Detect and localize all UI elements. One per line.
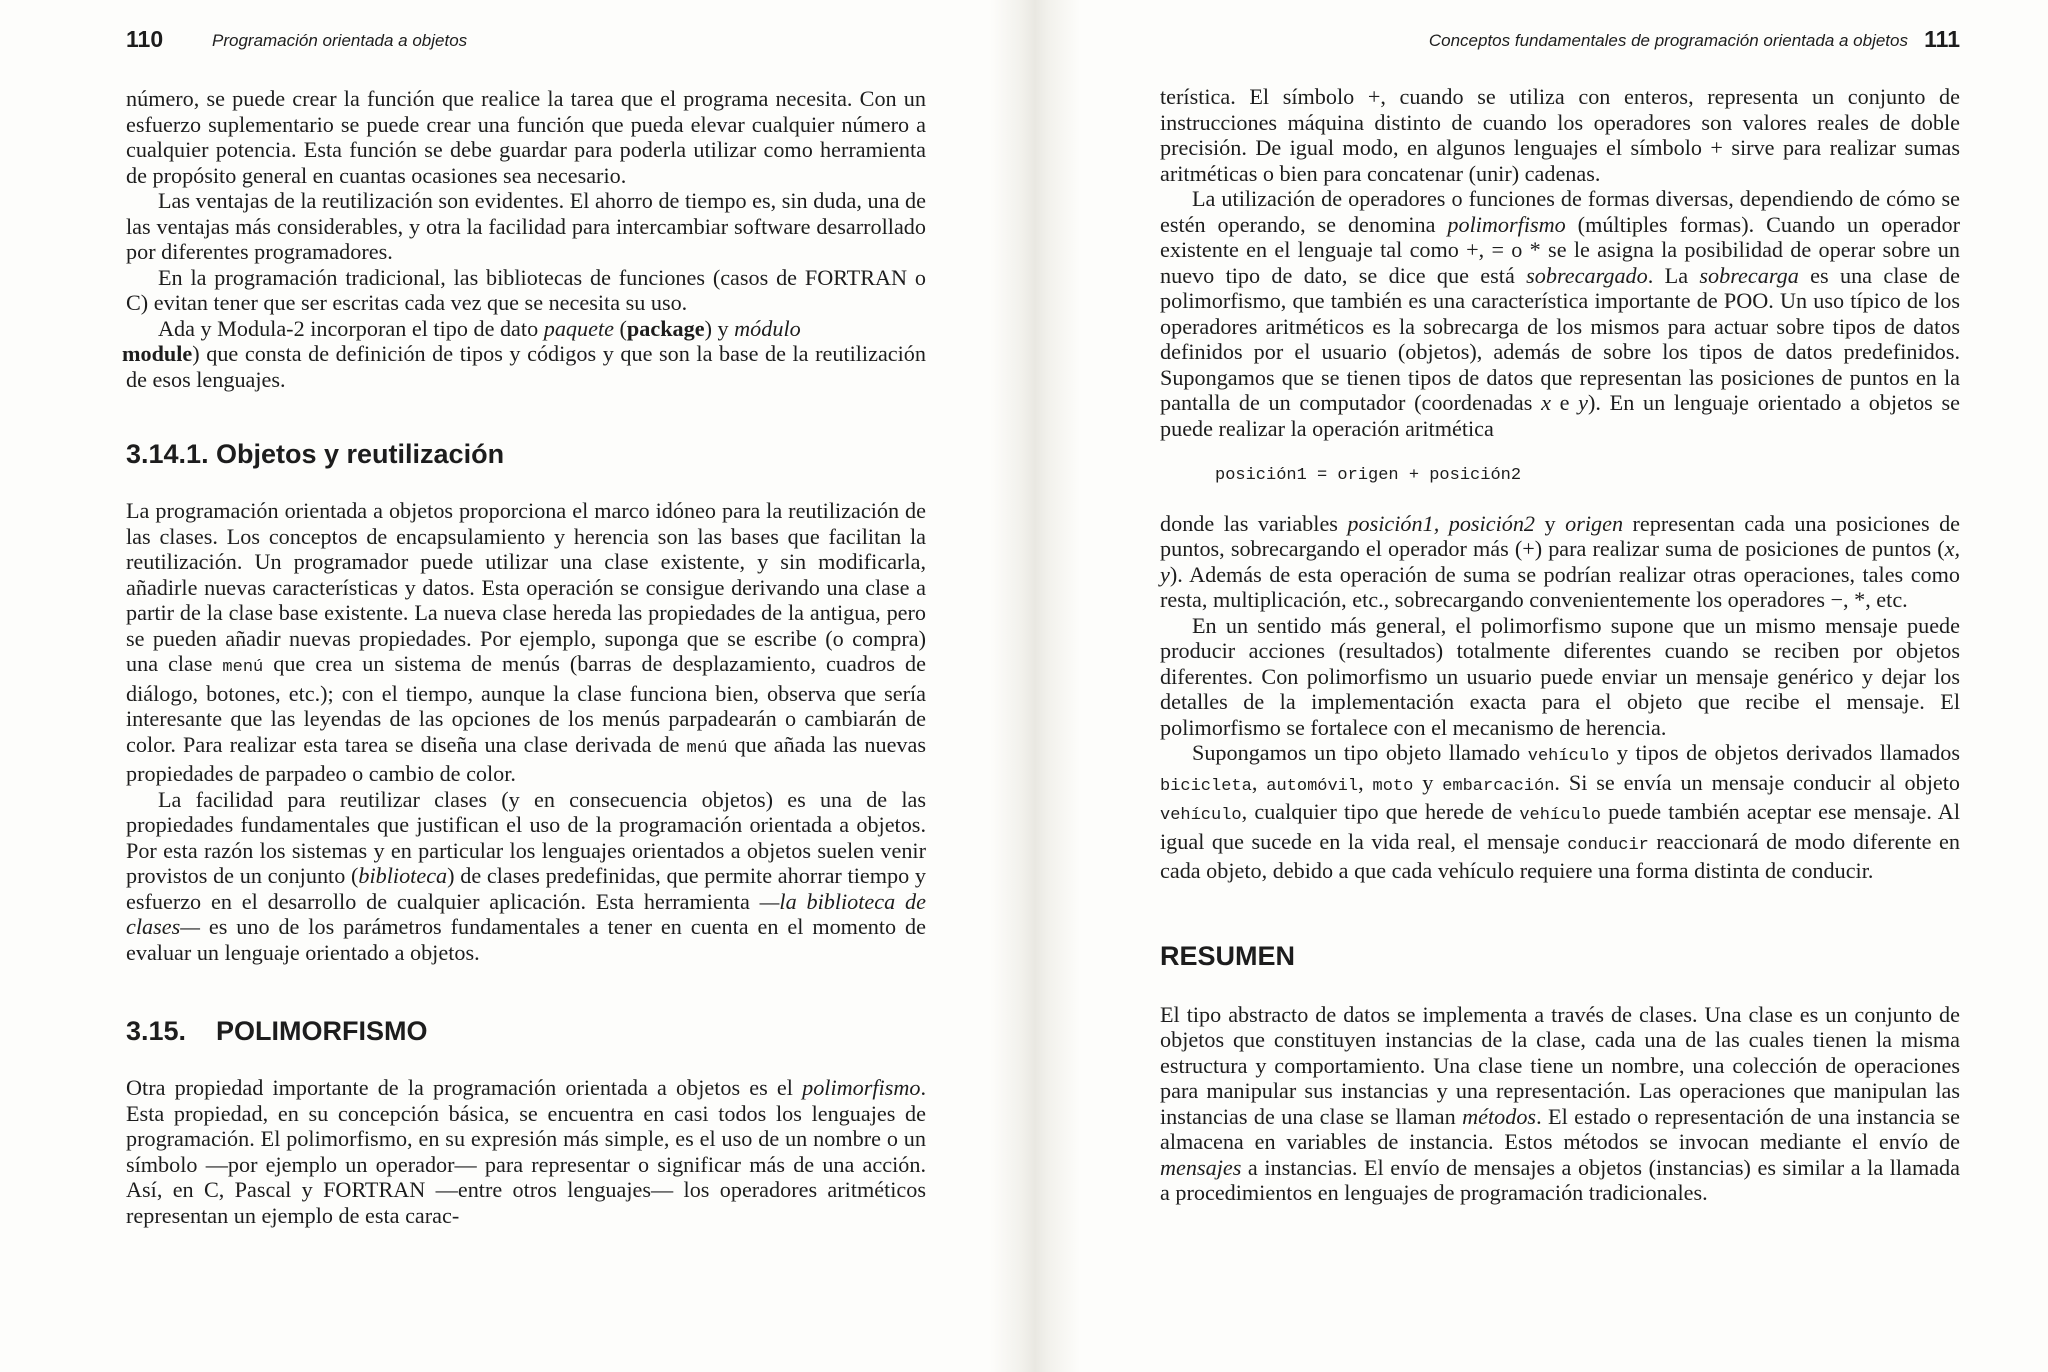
paragraph: Otra propiedad importante de la programación orientada a objetos es el polimorfismo. Esta propiedad, en su concepción básica, se encuentra en casi todos los lenguajes de programación. El polimorfismo, en su expresión más simple, es el uso de un nombre o un símbolo —por ejemplo un operador— para representar o significar más de una acción. Así, en C, Pascal y FORTRAN —entre otros lenguajes— los operadores aritméticos representan un ejemplo de esta carac- (126, 1075, 926, 1228)
right-page-body (1160, 84, 1960, 1206)
code-line: posición1 = origen + posición2 (1215, 466, 1522, 485)
paragraph: La utilización de operadores o funciones de formas diversas, dependiendo de cómo se estén operando, se denomina polimorfismo (múltiples formas). Cuando un operador existente en el lenguaje tal como +, = o * se le asigna la posibilidad de operar sobre un nuevo tipo de dato, se dice que está sobrecargado. La sobrecarga es una clase de polimorfismo, que también es una característica importante de POO. Un uso típico de los operadores aritméticos es la sobrecarga de los mismos para actuar sobre tipos de datos definidos por el usuario (objetos), además de sobre los tipos de datos predefinidos. Supongamos que se tienen tipos de datos que representan las posiciones de puntos en la pantalla de un computador (coordenadas x e y). En un lenguaje orientado a objetos se puede realizar la operación aritmética (1160, 186, 1960, 441)
section-heading: RESUMEN (1160, 940, 1296, 971)
paragraph: donde las variables posición1, posición2 y origen representan cada una posiciones de puntos, sobrecargando el operador más (+) para realizar suma de posiciones de puntos (x, y). Además de esta operación de suma se podrían realizar otras operaciones, tales como resta, multiplicación, etc., sobrecargando convenientemente los operadores −, *, etc. (1160, 510, 1961, 612)
section-heading: 3.14.1. Objetos y reutilización (126, 439, 505, 469)
paragraph: La facilidad para reutilizar clases (y en consecuencia objetos) es una de las propiedades fundamentales que justifican el uso de la programación orientada a objetos. Por esta razón los sistemas y en particular los lenguajes orientados a objetos suelen venir provistos de un conjunto (biblioteca) de clases predefinidas, que permite ahorrar tiempo y esfuerzo en el desarrollo de cualquier aplicación. Esta herramienta —la biblioteca de clases— es uno de los parámetros fundamentales a tener en cuenta en el momento de evaluar un lenguaje orientado a objetos. (126, 786, 926, 965)
right-page (1160, 0, 1960, 1372)
paragraph: Supongamos un tipo objeto llamado vehículo y tipos de objetos derivados llamados bicicleta, automóvil, moto y embarcación. Si se envía un mensaje conducir al objeto vehículo, cualquier tipo que herede de vehículo puede también aceptar ese mensaje. Al igual que sucede en la vida real, el mensaje conducir reaccionará de modo diferente en cada objeto, debido a que cada vehículo requiere una forma distinta de conducir. (1160, 740, 1961, 883)
left-page-body (122, 86, 926, 1228)
left-page (122, 0, 926, 1372)
paragraph: Ada y Modula-2 incorporan el tipo de dato paquete (package) y módulo module) que consta de definición de tipos y códigos y que son la base de la reutilización de esos lenguajes. (122, 315, 926, 392)
paragraph: número, se puede crear la función que realice la tarea que el programa necesita. Con un esfuerzo suplementario se puede crear una función que pueda elevar cualquier número a cualquier potencia. Esta función se debe guardar para poderla utilizar como herramienta de propósito general en cuantas ocasiones sea necesario. (126, 86, 926, 188)
paragraph: En la programación tradicional, las bibliotecas de funciones (casos de FORTRAN o C) evitan tener que ser escritas cada vez que se necesita su uso. (126, 264, 926, 315)
section-heading: 3.15. POLIMORFISMO (126, 1016, 428, 1046)
paragraph: terística. El símbolo +, cuando se utiliza con enteros, representa un conjunto de instrucciones máquina distinto de cuando los operadores son valores reales de doble precisión. De igual modo, en algunos lenguajes el símbolo + sirve para realizar sumas aritméticas o bien para concatenar (unir) cadenas. (1160, 84, 1960, 186)
page-number: 111 (1924, 26, 1960, 52)
left-page-header (126, 26, 926, 58)
page-number: 110 (126, 26, 164, 52)
paragraph: El tipo abstracto de datos se implementa a través de clases. Una clase es un conjunto de objetos que constituyen instancias de la clase, cada una de las cuales tienen la misma estructura y comportamiento. Una clase tiene un nombre, una colección de operaciones para manipular sus instancias y una representación. Las operaciones que manipulan las instancias de una clase se llaman métodos. El estado o representación de una instancia se almacena en variables de instancia. Estos métodos se invocan mediante el envío de mensajes a instancias. El envío de mensajes a objetos (instancias) es similar a la llamada a procedimientos en lenguajes de programación tradicionales. (1160, 1001, 1961, 1205)
paragraph: En un sentido más general, el polimorfismo supone que un mismo mensaje puede producir acciones (resultados) totalmente diferentes cuando se reciben por objetos diferentes. Con polimorfismo un usuario puede enviar un mensaje genérico y dejar los detalles de la implementación exacta para el objeto que recibe el mensaje. El polimorfismo se fortalece con el mecanismo de herencia. (1160, 612, 1960, 740)
running-title: Programación orientada a objetos (212, 31, 468, 50)
running-title: Conceptos fundamentales de programación orientada a objetos (1428, 31, 1908, 50)
paragraph: Las ventajas de la reutilización son evidentes. El ahorro de tiempo es, sin duda, una de las ventajas más considerables, y otra la facilidad para intercambiar software desarrollado por diferentes programadores. (126, 188, 926, 264)
book-gutter (990, 0, 1080, 1372)
paragraph: La programación orientada a objetos proporciona el marco idóneo para la reutilización de las clases. Los conceptos de encapsulamiento y herencia son las bases que facilitan la reutilización. Un programador puede utilizar una clase existente, y sin modificarla, añadirle nuevas características y datos. Esta operación se consigue derivando una clase a partir de la clase base existente. La nueva clase hereda las propiedades de la antigua, pero se pueden añadir nuevas propiedades. Por ejemplo, suponga que se escribe (o compra) una clase menú que crea un sistema de menús (barras de desplazamiento, cuadros de diálogo, botones, etc.); con el tiempo, aunque la clase funciona bien, observa que sería interesante que las leyendas de las opciones de los menús parpadearán o cambiarán de color. Para realizar esta tarea se diseña una clase derivada de menú que añada las nuevas propiedades de parpadeo o cambio de color. (126, 498, 926, 786)
right-page-header (1160, 26, 1960, 58)
